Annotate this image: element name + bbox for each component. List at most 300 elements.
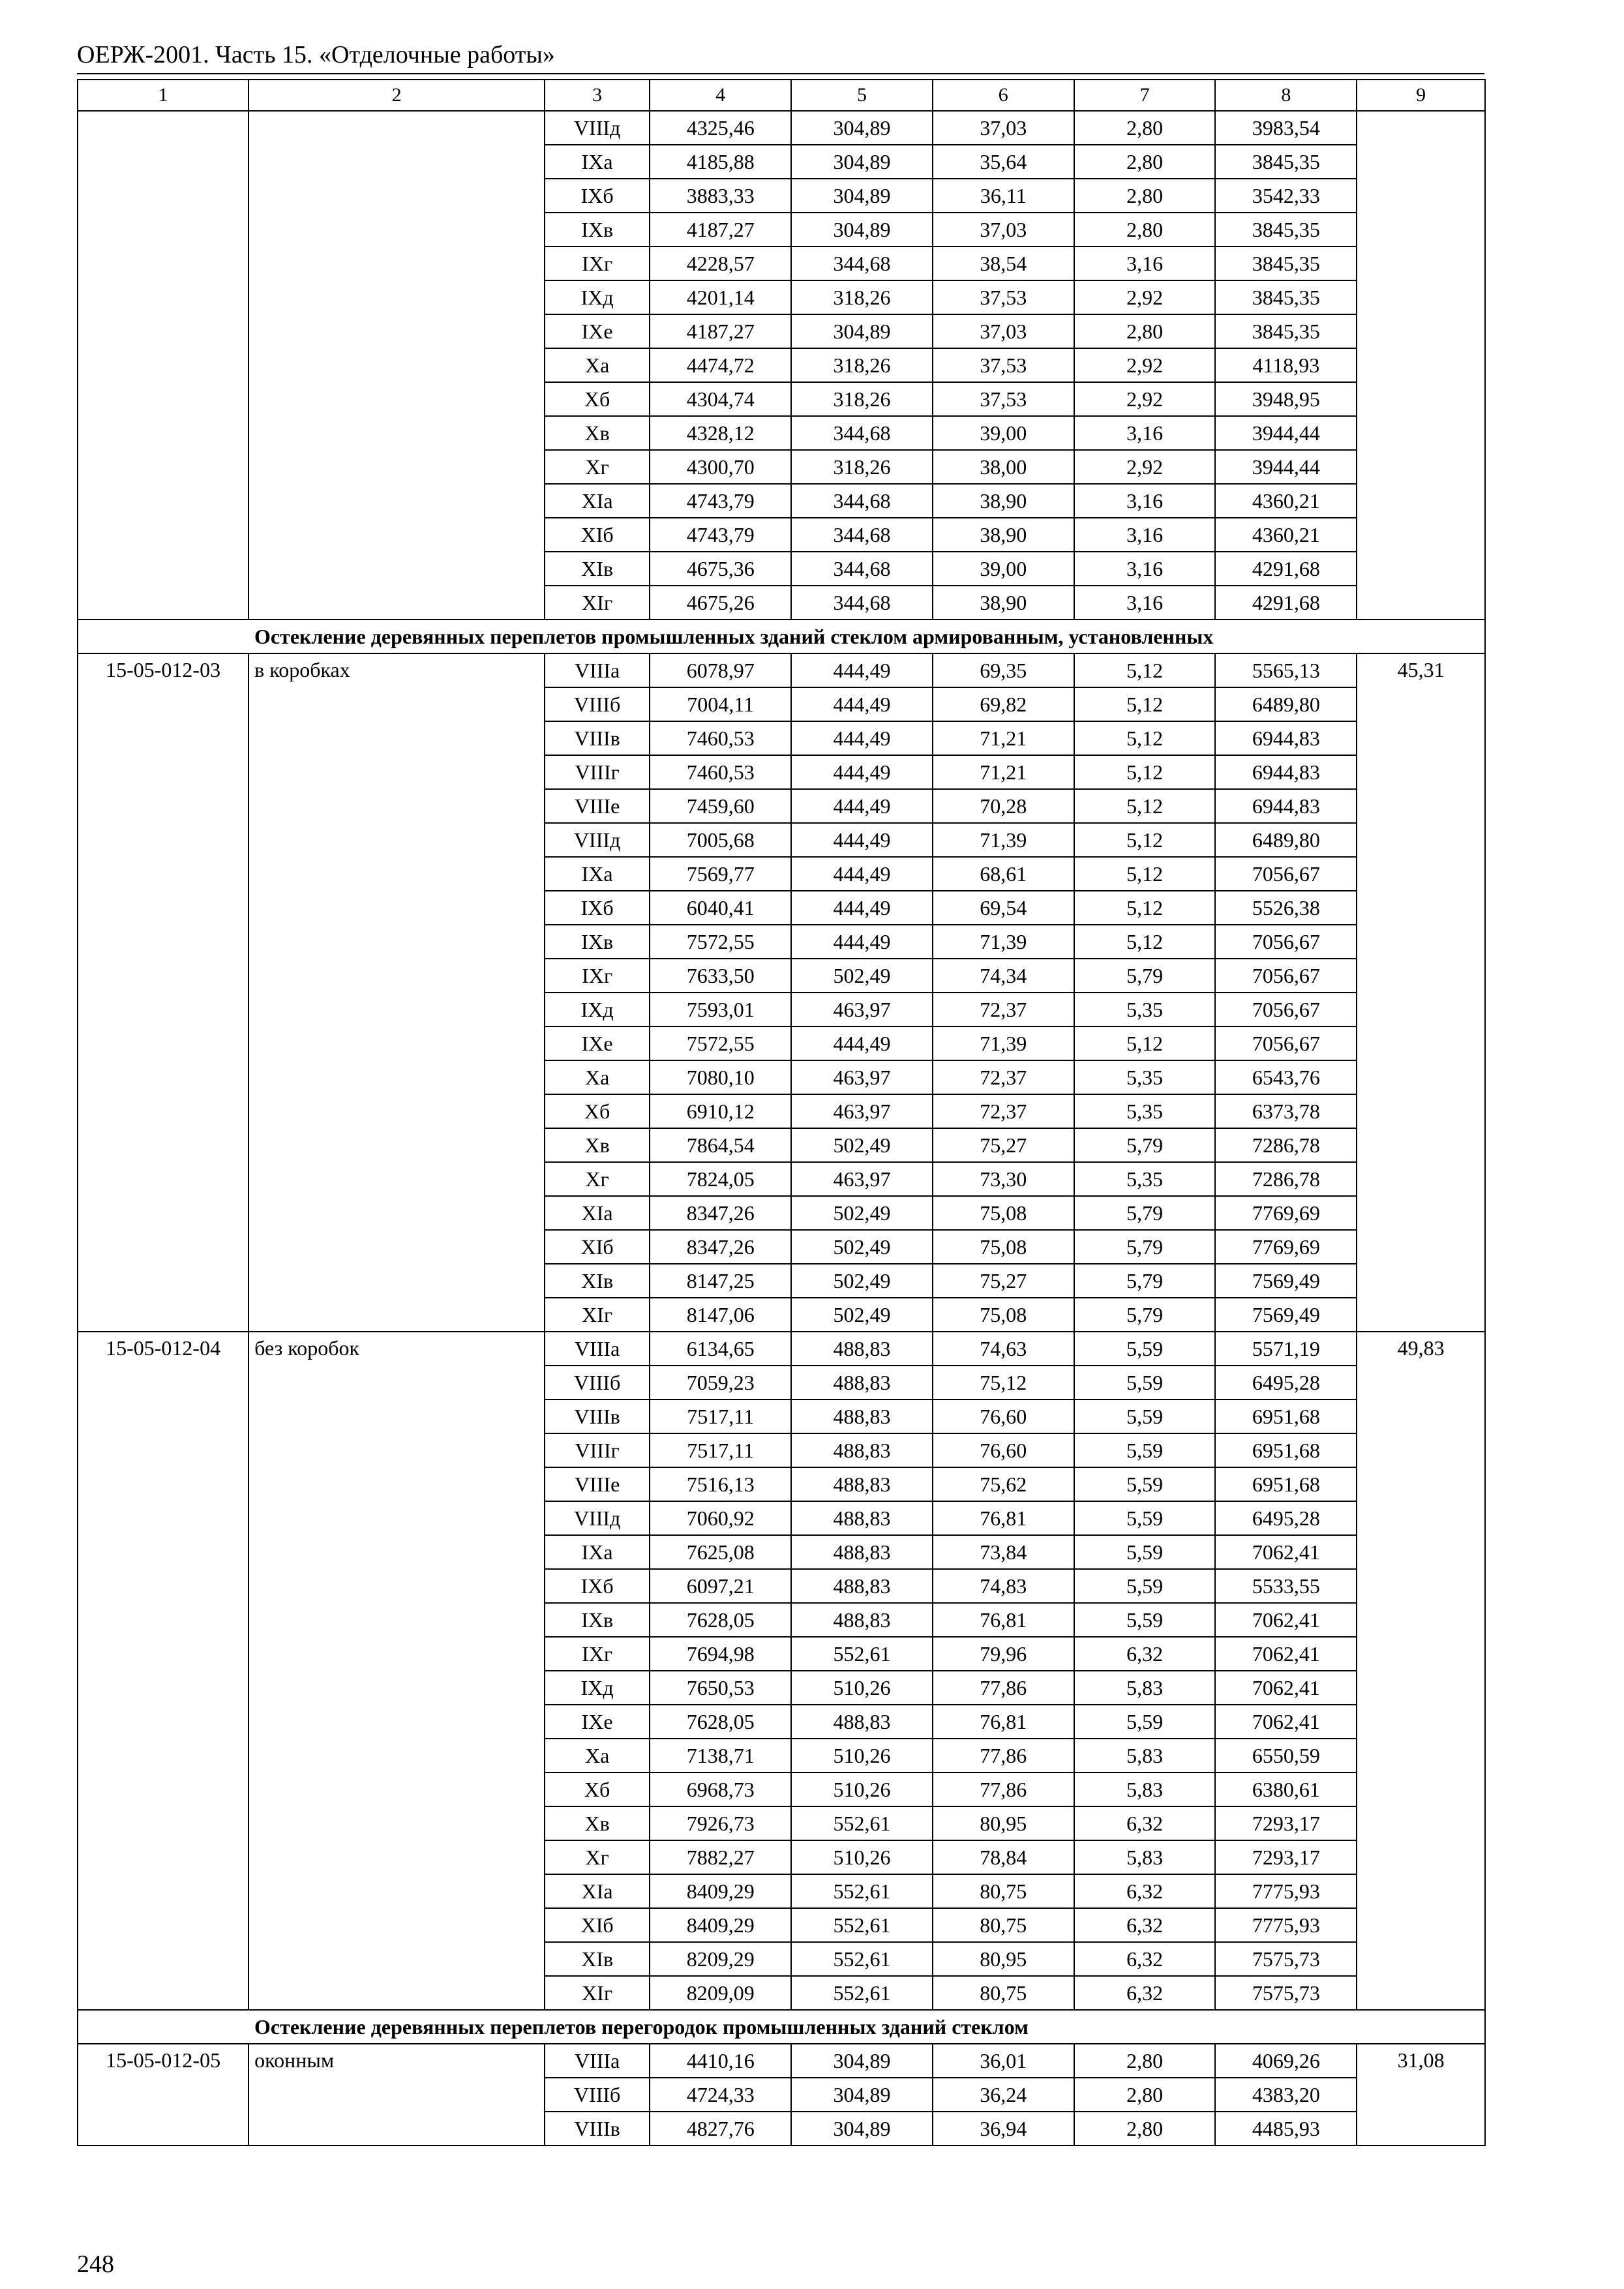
- machinist-wages-cell: 5,83: [1074, 1671, 1216, 1705]
- wages-cell: 488,83: [791, 1535, 933, 1569]
- total-cost-cell: 4675,26: [650, 586, 791, 620]
- machines-cell: 80,95: [933, 1806, 1074, 1840]
- zone-cell: IXе: [545, 1026, 650, 1060]
- page-header: ОЕРЖ-2001. Часть 15. «Отделочные работы»: [77, 41, 555, 68]
- zone-cell: VIIIд: [545, 1501, 650, 1535]
- machinist-wages-cell: 6,32: [1074, 1637, 1216, 1671]
- column-number: 3: [545, 80, 650, 111]
- total-cost-cell: 6134,65: [650, 1332, 791, 1366]
- machinist-wages-cell: 2,80: [1074, 314, 1216, 348]
- total-cost-cell: 4827,76: [650, 2112, 791, 2146]
- machinist-wages-cell: 5,79: [1074, 1230, 1216, 1264]
- total-cost-cell: 6968,73: [650, 1773, 791, 1806]
- machinist-wages-cell: 5,59: [1074, 1569, 1216, 1603]
- total-cost-cell: 7864,54: [650, 1128, 791, 1162]
- wages-cell: 318,26: [791, 348, 933, 382]
- zone-cell: VIIIг: [545, 1433, 650, 1467]
- zone-cell: IXд: [545, 993, 650, 1026]
- materials-cell: 3944,44: [1215, 450, 1357, 484]
- wages-cell: 488,83: [791, 1501, 933, 1535]
- zone-cell: Xа: [545, 1060, 650, 1094]
- wages-cell: 510,26: [791, 1840, 933, 1874]
- page-number: 248: [77, 2251, 114, 2278]
- materials-cell: 4291,68: [1215, 586, 1357, 620]
- machinist-wages-cell: 5,59: [1074, 1603, 1216, 1637]
- zone-cell: XIв: [545, 552, 650, 586]
- materials-cell: 6495,28: [1215, 1366, 1357, 1399]
- zone-cell: Xа: [545, 1739, 650, 1773]
- wages-cell: 488,83: [791, 1705, 933, 1739]
- machinist-wages-cell: 5,59: [1074, 1535, 1216, 1569]
- machinist-wages-cell: 2,80: [1074, 145, 1216, 179]
- materials-cell: 3845,35: [1215, 247, 1357, 280]
- zone-cell: IXб: [545, 179, 650, 213]
- machines-cell: 75,27: [933, 1128, 1074, 1162]
- column-number-row: [78, 80, 1485, 111]
- machines-cell: 71,39: [933, 823, 1074, 857]
- materials-cell: 3983,54: [1215, 111, 1357, 145]
- wages-cell: 444,49: [791, 891, 933, 925]
- materials-cell: 7569,49: [1215, 1264, 1357, 1298]
- machines-cell: 38,90: [933, 484, 1074, 518]
- machines-cell: 38,90: [933, 586, 1074, 620]
- total-cost-cell: 7694,98: [650, 1637, 791, 1671]
- wages-cell: 488,83: [791, 1399, 933, 1433]
- total-cost-cell: 7633,50: [650, 959, 791, 993]
- total-cost-cell: 7517,11: [650, 1433, 791, 1467]
- table-row: [78, 2044, 1485, 2078]
- zone-cell: XIг: [545, 1976, 650, 2010]
- machinist-wages-cell: 5,59: [1074, 1501, 1216, 1535]
- wages-cell: 444,49: [791, 687, 933, 721]
- materials-cell: 7569,49: [1215, 1298, 1357, 1332]
- machinist-wages-cell: 5,12: [1074, 925, 1216, 959]
- zone-cell: IXг: [545, 247, 650, 280]
- machinist-wages-cell: 2,92: [1074, 280, 1216, 314]
- zone-cell: Xв: [545, 416, 650, 450]
- total-cost-cell: 4474,72: [650, 348, 791, 382]
- wages-cell: 552,61: [791, 1976, 933, 2010]
- materials-cell: 7769,69: [1215, 1230, 1357, 1264]
- machinist-wages-cell: 2,80: [1074, 2078, 1216, 2112]
- total-cost-cell: 4201,14: [650, 280, 791, 314]
- machinist-wages-cell: 3,16: [1074, 586, 1216, 620]
- machinist-wages-cell: 5,79: [1074, 959, 1216, 993]
- zone-cell: Xа: [545, 348, 650, 382]
- wages-cell: 444,49: [791, 823, 933, 857]
- materials-cell: 7056,67: [1215, 1026, 1357, 1060]
- machines-cell: 80,75: [933, 1874, 1074, 1908]
- wages-cell: 488,83: [791, 1603, 933, 1637]
- machines-cell: 73,30: [933, 1162, 1074, 1196]
- total-cost-cell: 4410,16: [650, 2044, 791, 2078]
- total-cost-cell: 6097,21: [650, 1569, 791, 1603]
- machinist-wages-cell: 6,32: [1074, 1976, 1216, 2010]
- rates-table: [77, 79, 1486, 2146]
- machinist-wages-cell: 5,12: [1074, 789, 1216, 823]
- wages-cell: 552,61: [791, 1908, 933, 1942]
- total-cost-cell: 4185,88: [650, 145, 791, 179]
- work-description: в коробках: [248, 653, 545, 1332]
- table-row: [78, 111, 1485, 145]
- rate-code: 15-05-012-03: [78, 653, 248, 1332]
- zone-cell: IXг: [545, 1637, 650, 1671]
- machinist-wages-cell: 5,59: [1074, 1705, 1216, 1739]
- machinist-wages-cell: 2,80: [1074, 111, 1216, 145]
- wages-cell: 552,61: [791, 1806, 933, 1840]
- machines-cell: 77,86: [933, 1739, 1074, 1773]
- machines-cell: 76,60: [933, 1399, 1074, 1433]
- machines-cell: 72,37: [933, 1094, 1074, 1128]
- zone-cell: VIIIв: [545, 2112, 650, 2146]
- zone-cell: VIIIе: [545, 1467, 650, 1501]
- wages-cell: 344,68: [791, 484, 933, 518]
- materials-cell: 4360,21: [1215, 484, 1357, 518]
- materials-cell: 6951,68: [1215, 1467, 1357, 1501]
- machinist-wages-cell: 3,16: [1074, 518, 1216, 552]
- wages-cell: 488,83: [791, 1467, 933, 1501]
- materials-cell: 7575,73: [1215, 1976, 1357, 2010]
- wages-cell: 488,83: [791, 1332, 933, 1366]
- zone-cell: IXа: [545, 857, 650, 891]
- work-description: оконным: [248, 2044, 545, 2146]
- zone-cell: Xг: [545, 1162, 650, 1196]
- materials-cell: 6550,59: [1215, 1739, 1357, 1773]
- materials-cell: 5565,13: [1215, 653, 1357, 687]
- materials-cell: 7062,41: [1215, 1705, 1357, 1739]
- materials-cell: 4069,26: [1215, 2044, 1357, 2078]
- materials-cell: 7286,78: [1215, 1162, 1357, 1196]
- wages-cell: 344,68: [791, 552, 933, 586]
- materials-cell: 7775,93: [1215, 1874, 1357, 1908]
- wages-cell: 510,26: [791, 1739, 933, 1773]
- machinist-wages-cell: 5,59: [1074, 1399, 1216, 1433]
- machines-cell: 76,81: [933, 1603, 1074, 1637]
- total-cost-cell: 7517,11: [650, 1399, 791, 1433]
- wages-cell: 304,89: [791, 111, 933, 145]
- section-title-row: [78, 620, 1485, 653]
- machines-cell: 74,34: [933, 959, 1074, 993]
- materials-cell: 7769,69: [1215, 1196, 1357, 1230]
- machines-cell: 77,86: [933, 1773, 1074, 1806]
- total-cost-cell: 7459,60: [650, 789, 791, 823]
- wages-cell: 552,61: [791, 1637, 933, 1671]
- zone-cell: IXа: [545, 145, 650, 179]
- zone-cell: VIIIа: [545, 2044, 650, 2078]
- wages-cell: 463,97: [791, 1094, 933, 1128]
- total-cost-cell: 6078,97: [650, 653, 791, 687]
- work-description: [248, 111, 545, 620]
- zone-cell: VIIIб: [545, 2078, 650, 2112]
- machines-cell: 35,64: [933, 145, 1074, 179]
- wages-cell: 510,26: [791, 1773, 933, 1806]
- machinist-wages-cell: 5,83: [1074, 1739, 1216, 1773]
- column-number: 6: [933, 80, 1074, 111]
- machines-cell: 71,39: [933, 1026, 1074, 1060]
- total-cost-cell: 7926,73: [650, 1806, 791, 1840]
- machinist-wages-cell: 5,59: [1074, 1332, 1216, 1366]
- total-cost-cell: 7059,23: [650, 1366, 791, 1399]
- materials-cell: 7286,78: [1215, 1128, 1357, 1162]
- materials-cell: 7062,41: [1215, 1637, 1357, 1671]
- materials-cell: 5533,55: [1215, 1569, 1357, 1603]
- machines-cell: 76,81: [933, 1501, 1074, 1535]
- labor-cost: [1357, 111, 1485, 620]
- column-number: 7: [1074, 80, 1216, 111]
- machinist-wages-cell: 2,80: [1074, 179, 1216, 213]
- total-cost-cell: 8409,29: [650, 1908, 791, 1942]
- machinist-wages-cell: 5,12: [1074, 891, 1216, 925]
- machines-cell: 39,00: [933, 552, 1074, 586]
- machines-cell: 75,12: [933, 1366, 1074, 1399]
- machines-cell: 39,00: [933, 416, 1074, 450]
- materials-cell: 6951,68: [1215, 1433, 1357, 1467]
- materials-cell: 3542,33: [1215, 179, 1357, 213]
- zone-cell: VIIIе: [545, 789, 650, 823]
- total-cost-cell: 7516,13: [650, 1467, 791, 1501]
- wages-cell: 304,89: [791, 2044, 933, 2078]
- labor-cost: 31,08: [1357, 2044, 1485, 2146]
- machines-cell: 36,94: [933, 2112, 1074, 2146]
- zone-cell: VIIIб: [545, 687, 650, 721]
- zone-cell: VIIIа: [545, 653, 650, 687]
- total-cost-cell: 7005,68: [650, 823, 791, 857]
- wages-cell: 318,26: [791, 382, 933, 416]
- zone-cell: XIа: [545, 1874, 650, 1908]
- wages-cell: 444,49: [791, 925, 933, 959]
- machinist-wages-cell: 5,79: [1074, 1264, 1216, 1298]
- column-number: 1: [78, 80, 248, 111]
- total-cost-cell: 8409,29: [650, 1874, 791, 1908]
- total-cost-cell: 6910,12: [650, 1094, 791, 1128]
- zone-cell: VIIIа: [545, 1332, 650, 1366]
- machines-cell: 78,84: [933, 1840, 1074, 1874]
- machines-cell: 76,60: [933, 1433, 1074, 1467]
- total-cost-cell: 7060,92: [650, 1501, 791, 1535]
- total-cost-cell: 7460,53: [650, 755, 791, 789]
- zone-cell: Xб: [545, 1773, 650, 1806]
- machines-cell: 80,75: [933, 1908, 1074, 1942]
- total-cost-cell: 4187,27: [650, 213, 791, 247]
- machines-cell: 37,03: [933, 213, 1074, 247]
- wages-cell: 344,68: [791, 518, 933, 552]
- total-cost-cell: 7650,53: [650, 1671, 791, 1705]
- machines-cell: 77,86: [933, 1671, 1074, 1705]
- wages-cell: 304,89: [791, 2078, 933, 2112]
- wages-cell: 318,26: [791, 280, 933, 314]
- wages-cell: 488,83: [791, 1433, 933, 1467]
- zone-cell: XIа: [545, 484, 650, 518]
- wages-cell: 463,97: [791, 1060, 933, 1094]
- machinist-wages-cell: 5,59: [1074, 1433, 1216, 1467]
- wages-cell: 444,49: [791, 857, 933, 891]
- table-body: [78, 80, 1485, 2146]
- materials-cell: 6489,80: [1215, 687, 1357, 721]
- materials-cell: 4118,93: [1215, 348, 1357, 382]
- zone-cell: VIIIб: [545, 1366, 650, 1399]
- materials-cell: 7293,17: [1215, 1806, 1357, 1840]
- zone-cell: IXб: [545, 1569, 650, 1603]
- machines-cell: 38,54: [933, 247, 1074, 280]
- machines-cell: 68,61: [933, 857, 1074, 891]
- machinist-wages-cell: 5,12: [1074, 857, 1216, 891]
- materials-cell: 7062,41: [1215, 1671, 1357, 1705]
- machines-cell: 72,37: [933, 993, 1074, 1026]
- machines-cell: 69,82: [933, 687, 1074, 721]
- materials-cell: 3845,35: [1215, 213, 1357, 247]
- column-number: 2: [248, 80, 545, 111]
- machines-cell: 37,53: [933, 280, 1074, 314]
- machines-cell: 74,63: [933, 1332, 1074, 1366]
- total-cost-cell: 7572,55: [650, 1026, 791, 1060]
- machines-cell: 36,24: [933, 2078, 1074, 2112]
- zone-cell: XIв: [545, 1264, 650, 1298]
- machinist-wages-cell: 2,80: [1074, 2112, 1216, 2146]
- machinist-wages-cell: 5,59: [1074, 1366, 1216, 1399]
- zone-cell: IXв: [545, 1603, 650, 1637]
- total-cost-cell: 3883,33: [650, 179, 791, 213]
- zone-cell: Xг: [545, 1840, 650, 1874]
- machines-cell: 75,27: [933, 1264, 1074, 1298]
- zone-cell: Xг: [545, 450, 650, 484]
- total-cost-cell: 4724,33: [650, 2078, 791, 2112]
- machines-cell: 36,11: [933, 179, 1074, 213]
- machines-cell: 75,08: [933, 1196, 1074, 1230]
- wages-cell: 510,26: [791, 1671, 933, 1705]
- wages-cell: 444,49: [791, 755, 933, 789]
- zone-cell: IXа: [545, 1535, 650, 1569]
- total-cost-cell: 4743,79: [650, 518, 791, 552]
- machinist-wages-cell: 5,79: [1074, 1298, 1216, 1332]
- machines-cell: 75,62: [933, 1467, 1074, 1501]
- machines-cell: 71,21: [933, 721, 1074, 755]
- materials-cell: 6489,80: [1215, 823, 1357, 857]
- wages-cell: 344,68: [791, 247, 933, 280]
- total-cost-cell: 8147,06: [650, 1298, 791, 1332]
- zone-cell: VIIIв: [545, 1399, 650, 1433]
- zone-cell: Xв: [545, 1806, 650, 1840]
- materials-cell: 3845,35: [1215, 145, 1357, 179]
- machines-cell: 70,28: [933, 789, 1074, 823]
- zone-cell: XIг: [545, 1298, 650, 1332]
- labor-cost: 45,31: [1357, 653, 1485, 1332]
- total-cost-cell: 7080,10: [650, 1060, 791, 1094]
- total-cost-cell: 4675,36: [650, 552, 791, 586]
- total-cost-cell: 7572,55: [650, 925, 791, 959]
- machinist-wages-cell: 2,80: [1074, 2044, 1216, 2078]
- materials-cell: 7062,41: [1215, 1535, 1357, 1569]
- wages-cell: 463,97: [791, 1162, 933, 1196]
- machines-cell: 75,08: [933, 1230, 1074, 1264]
- materials-cell: 6495,28: [1215, 1501, 1357, 1535]
- wages-cell: 502,49: [791, 1128, 933, 1162]
- zone-cell: IXв: [545, 925, 650, 959]
- machinist-wages-cell: 6,32: [1074, 1908, 1216, 1942]
- wages-cell: 552,61: [791, 1942, 933, 1976]
- materials-cell: 3944,44: [1215, 416, 1357, 450]
- header-rule: [77, 73, 1484, 74]
- wages-cell: 502,49: [791, 1264, 933, 1298]
- machinist-wages-cell: 6,32: [1074, 1942, 1216, 1976]
- zone-cell: Xб: [545, 382, 650, 416]
- zone-cell: IXд: [545, 1671, 650, 1705]
- total-cost-cell: 7138,71: [650, 1739, 791, 1773]
- total-cost-cell: 8147,25: [650, 1264, 791, 1298]
- materials-cell: 7062,41: [1215, 1603, 1357, 1637]
- wages-cell: 502,49: [791, 1230, 933, 1264]
- total-cost-cell: 7824,05: [650, 1162, 791, 1196]
- total-cost-cell: 6040,41: [650, 891, 791, 925]
- zone-cell: VIIIд: [545, 111, 650, 145]
- work-description: без коробок: [248, 1332, 545, 2010]
- machines-cell: 72,37: [933, 1060, 1074, 1094]
- table-row: [78, 653, 1485, 687]
- total-cost-cell: 7460,53: [650, 721, 791, 755]
- wages-cell: 304,89: [791, 314, 933, 348]
- machines-cell: 69,35: [933, 653, 1074, 687]
- total-cost-cell: 8209,09: [650, 1976, 791, 2010]
- wages-cell: 552,61: [791, 1874, 933, 1908]
- machines-cell: 37,53: [933, 348, 1074, 382]
- zone-cell: VIIIв: [545, 721, 650, 755]
- wages-cell: 502,49: [791, 1196, 933, 1230]
- materials-cell: 4291,68: [1215, 552, 1357, 586]
- machinist-wages-cell: 5,12: [1074, 653, 1216, 687]
- machinist-wages-cell: 5,35: [1074, 1162, 1216, 1196]
- zone-cell: IXе: [545, 314, 650, 348]
- wages-cell: 304,89: [791, 145, 933, 179]
- zone-cell: VIIIд: [545, 823, 650, 857]
- machinist-wages-cell: 5,79: [1074, 1128, 1216, 1162]
- machines-cell: 69,54: [933, 891, 1074, 925]
- column-number: 5: [791, 80, 933, 111]
- total-cost-cell: 7628,05: [650, 1705, 791, 1739]
- zone-cell: VIIIг: [545, 755, 650, 789]
- materials-cell: 7056,67: [1215, 959, 1357, 993]
- materials-cell: 6373,78: [1215, 1094, 1357, 1128]
- materials-cell: 3948,95: [1215, 382, 1357, 416]
- wages-cell: 463,97: [791, 993, 933, 1026]
- column-number: 9: [1357, 80, 1485, 111]
- total-cost-cell: 8209,29: [650, 1942, 791, 1976]
- machinist-wages-cell: 3,16: [1074, 484, 1216, 518]
- machines-cell: 74,83: [933, 1569, 1074, 1603]
- total-cost-cell: 4228,57: [650, 247, 791, 280]
- section-title-row: [78, 2010, 1485, 2044]
- machines-cell: 76,81: [933, 1705, 1074, 1739]
- materials-cell: 6944,83: [1215, 755, 1357, 789]
- materials-cell: 4360,21: [1215, 518, 1357, 552]
- materials-cell: 5571,19: [1215, 1332, 1357, 1366]
- machines-cell: 75,08: [933, 1298, 1074, 1332]
- machines-cell: 73,84: [933, 1535, 1074, 1569]
- zone-cell: IXг: [545, 959, 650, 993]
- zone-cell: XIб: [545, 1908, 650, 1942]
- materials-cell: 7056,67: [1215, 857, 1357, 891]
- zone-cell: IXв: [545, 213, 650, 247]
- machines-cell: 71,21: [933, 755, 1074, 789]
- materials-cell: 6543,76: [1215, 1060, 1357, 1094]
- materials-cell: 6380,61: [1215, 1773, 1357, 1806]
- machinist-wages-cell: 5,59: [1074, 1467, 1216, 1501]
- machinist-wages-cell: 2,80: [1074, 213, 1216, 247]
- machines-cell: 37,03: [933, 314, 1074, 348]
- total-cost-cell: 7569,77: [650, 857, 791, 891]
- materials-cell: 7056,67: [1215, 993, 1357, 1026]
- machinist-wages-cell: 5,12: [1074, 687, 1216, 721]
- wages-cell: 488,83: [791, 1569, 933, 1603]
- wages-cell: 304,89: [791, 213, 933, 247]
